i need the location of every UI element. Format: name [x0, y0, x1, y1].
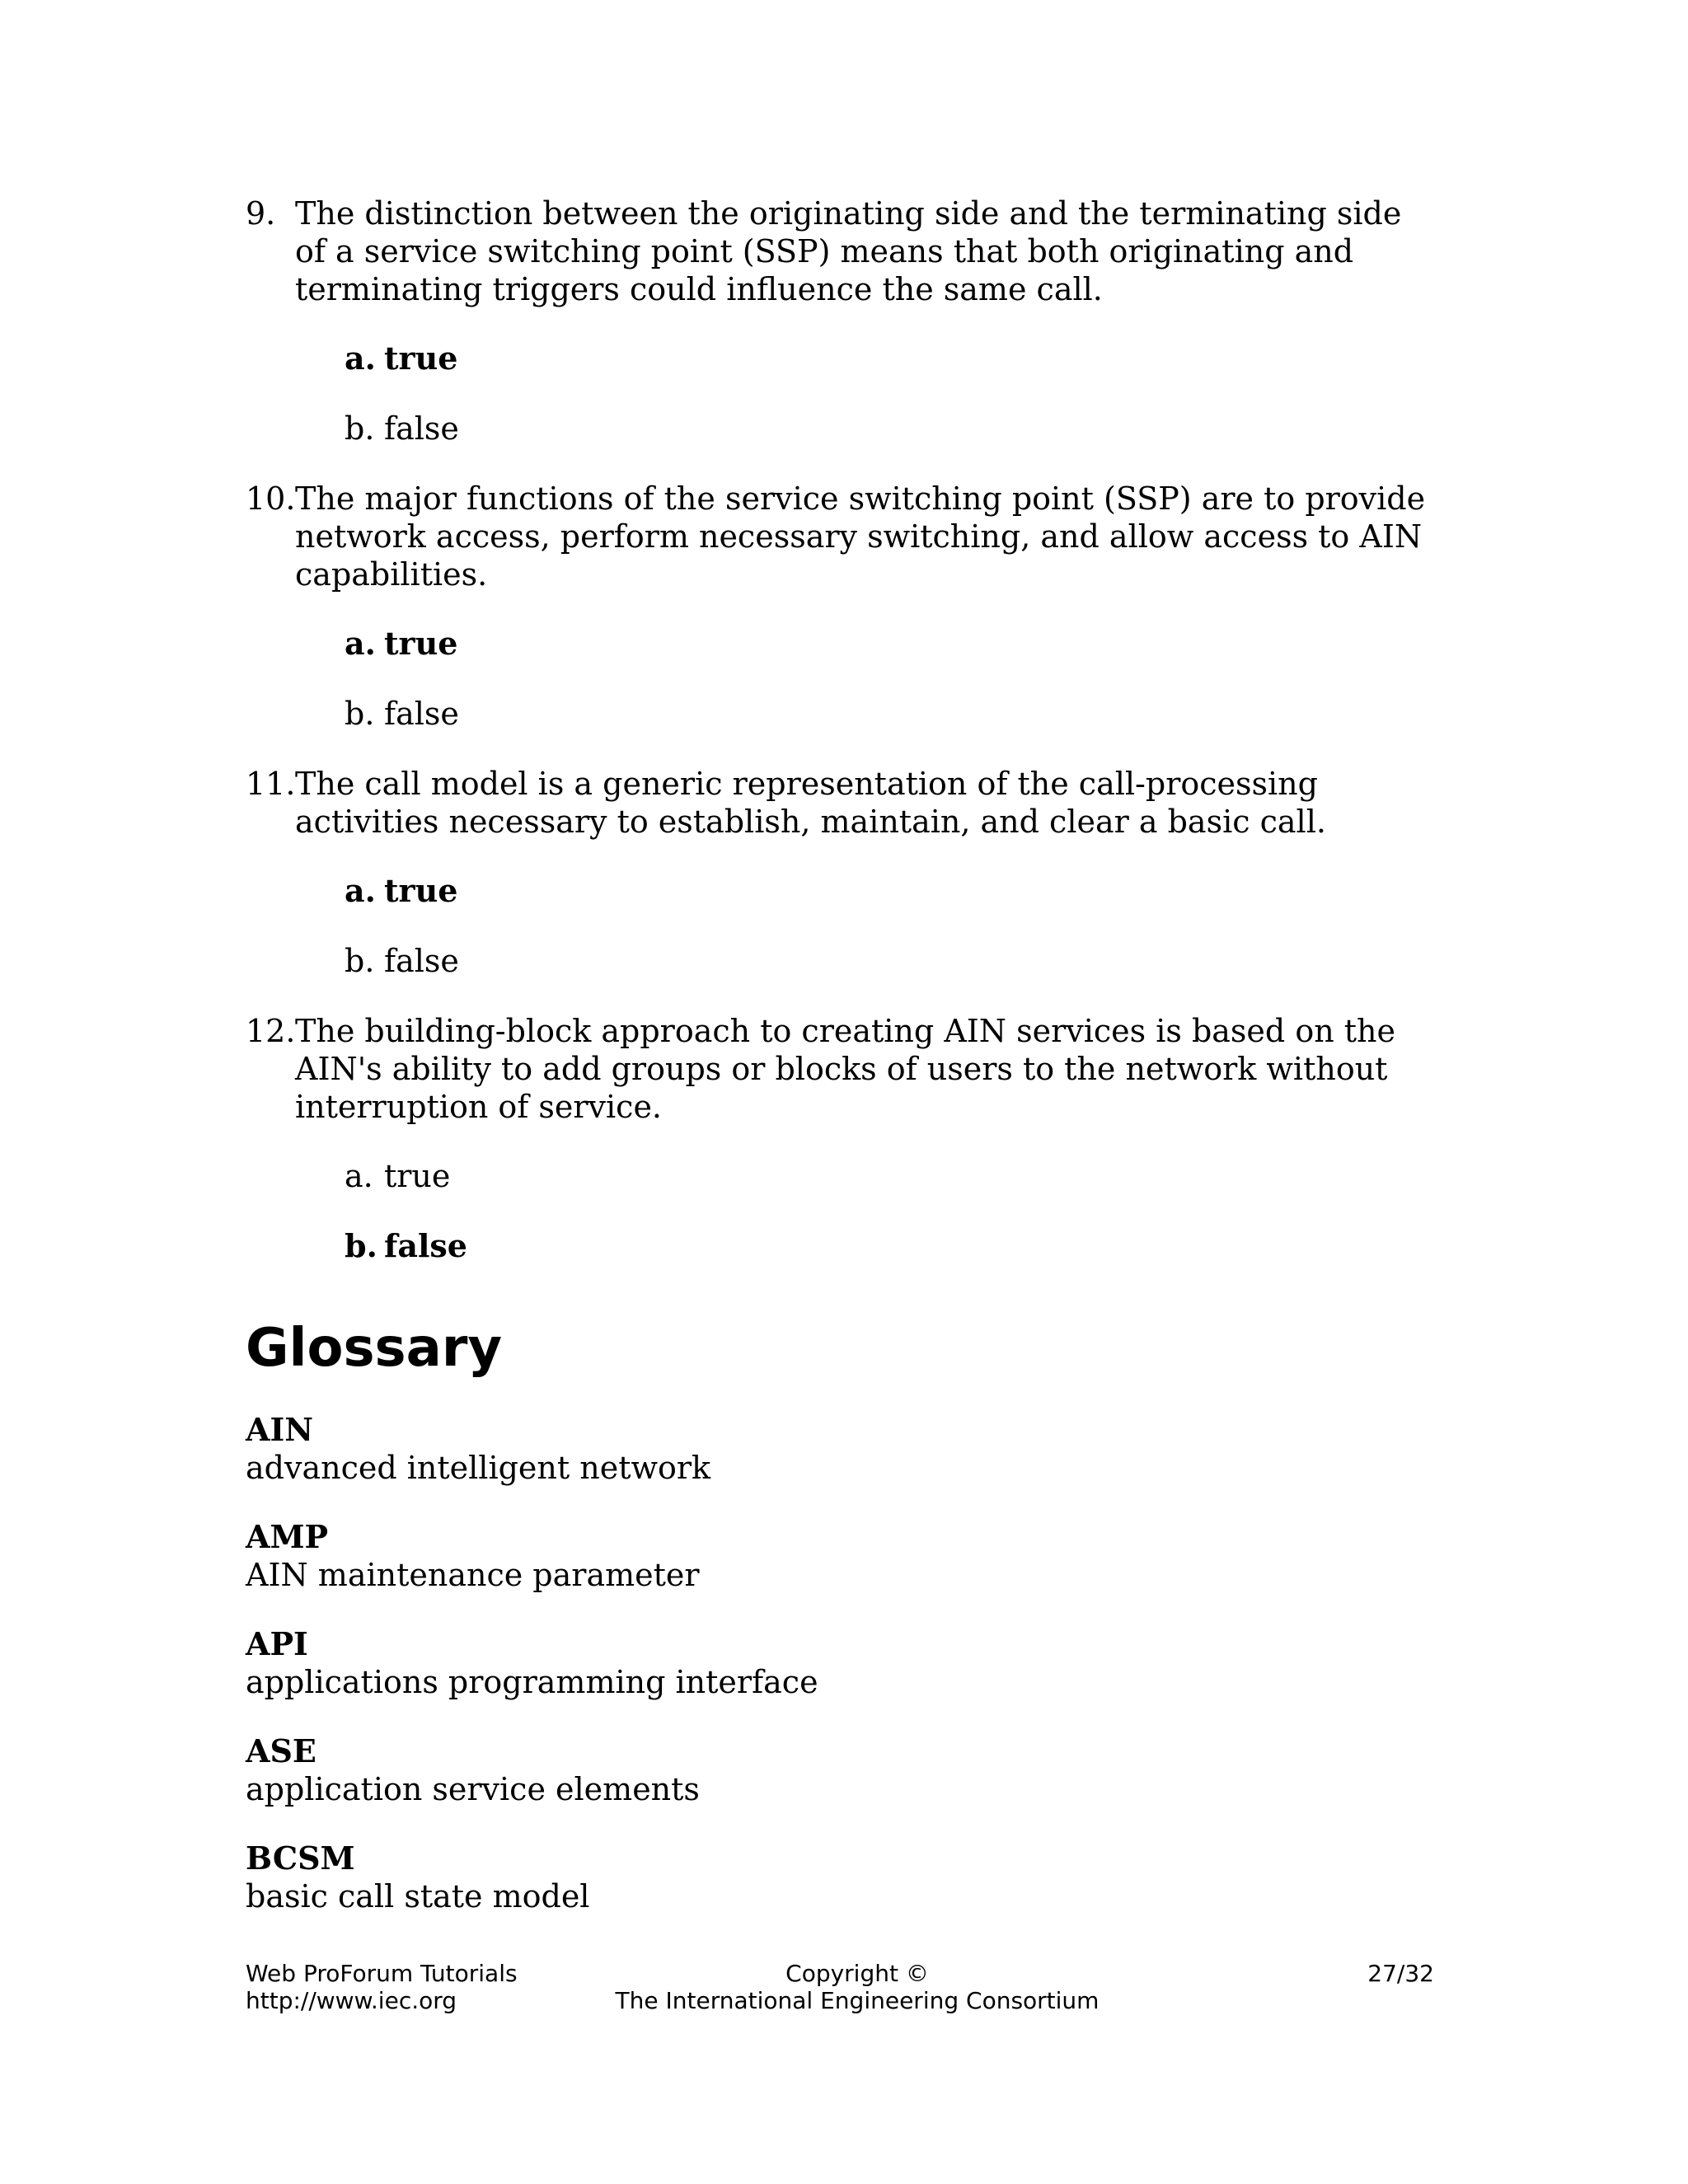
question-12-option-a — [345, 1157, 450, 1195]
option-label: false — [384, 1227, 467, 1264]
option-letter: a. — [345, 872, 376, 909]
glossary-entry-bcsm — [246, 1840, 589, 1915]
glossary-entry-api — [246, 1625, 818, 1701]
option-letter: b. — [345, 1227, 377, 1264]
glossary-entry-ase — [246, 1732, 700, 1808]
question-11-option-b — [345, 942, 459, 980]
option-label: true — [384, 872, 458, 909]
glossary-heading: Glossary — [246, 1318, 503, 1379]
option-label: false — [384, 696, 459, 732]
footer-organization: The International Engineering Consortium — [615, 1987, 1100, 2014]
question-text: The major functions of the service switching point (SSP) are to provide network access, perform necessary switching, and allow access to AIN capabilities. — [295, 480, 1426, 593]
option-label: false — [384, 410, 459, 447]
glossary-definition: application service elements — [246, 1771, 700, 1807]
glossary-term: BCSM — [246, 1840, 355, 1877]
glossary-definition: basic call state model — [246, 1878, 590, 1915]
glossary-term: API — [246, 1625, 308, 1662]
footer-publication: Web ProForum Tutorials — [246, 1960, 518, 1987]
option-letter: a. — [345, 1158, 373, 1194]
option-letter: b. — [345, 943, 375, 979]
option-letter: b. — [345, 696, 375, 732]
question-text: The building-block approach to creating AIN services is based on the AIN's ability to add groups or blocks of users to the network without interruption of service. — [295, 1013, 1395, 1125]
option-label: true — [384, 625, 458, 662]
question-number: 11. — [246, 766, 296, 802]
glossary-term: AMP — [246, 1518, 329, 1555]
question-text: The call model is a generic representation of the call-processing activities necessary to establish, maintain, and clear a basic call. — [295, 766, 1326, 840]
question-9-option-b — [345, 410, 459, 448]
footer-left — [246, 1960, 518, 2014]
glossary-definition: applications programming interface — [246, 1664, 818, 1700]
question-10-option-b — [345, 695, 459, 733]
footer-copyright: Copyright © — [785, 1960, 929, 1987]
glossary-definition: AIN maintenance parameter — [246, 1557, 700, 1593]
glossary-term: AIN — [246, 1411, 313, 1448]
option-letter: a. — [345, 340, 376, 377]
footer-url: http://www.iec.org — [246, 1987, 457, 2014]
option-letter: b. — [345, 410, 375, 447]
glossary-entry-amp — [246, 1518, 700, 1594]
option-label: false — [384, 943, 459, 979]
option-label: true — [384, 340, 458, 377]
question-9-option-a — [345, 340, 457, 377]
question-10-option-a — [345, 625, 457, 663]
question-number: 9. — [246, 195, 276, 232]
question-number: 12. — [246, 1013, 296, 1049]
question-text: The distinction between the originating side and the terminating side of a service switching point (SSP) means that both originating and terminating triggers could influence the same call. — [295, 195, 1402, 307]
question-11-option-a — [345, 872, 457, 910]
glossary-entry-ain — [246, 1411, 710, 1487]
glossary-definition: advanced intelligent network — [246, 1450, 711, 1486]
glossary-term: ASE — [246, 1732, 316, 1769]
page-number: 27/32 — [1367, 1960, 1434, 1987]
option-label: true — [384, 1158, 451, 1194]
option-letter: a. — [345, 625, 376, 662]
question-12-option-b — [345, 1227, 467, 1265]
footer-center — [610, 1960, 1104, 2014]
footer-right — [1269, 1960, 1434, 1987]
question-number: 10. — [246, 480, 296, 517]
